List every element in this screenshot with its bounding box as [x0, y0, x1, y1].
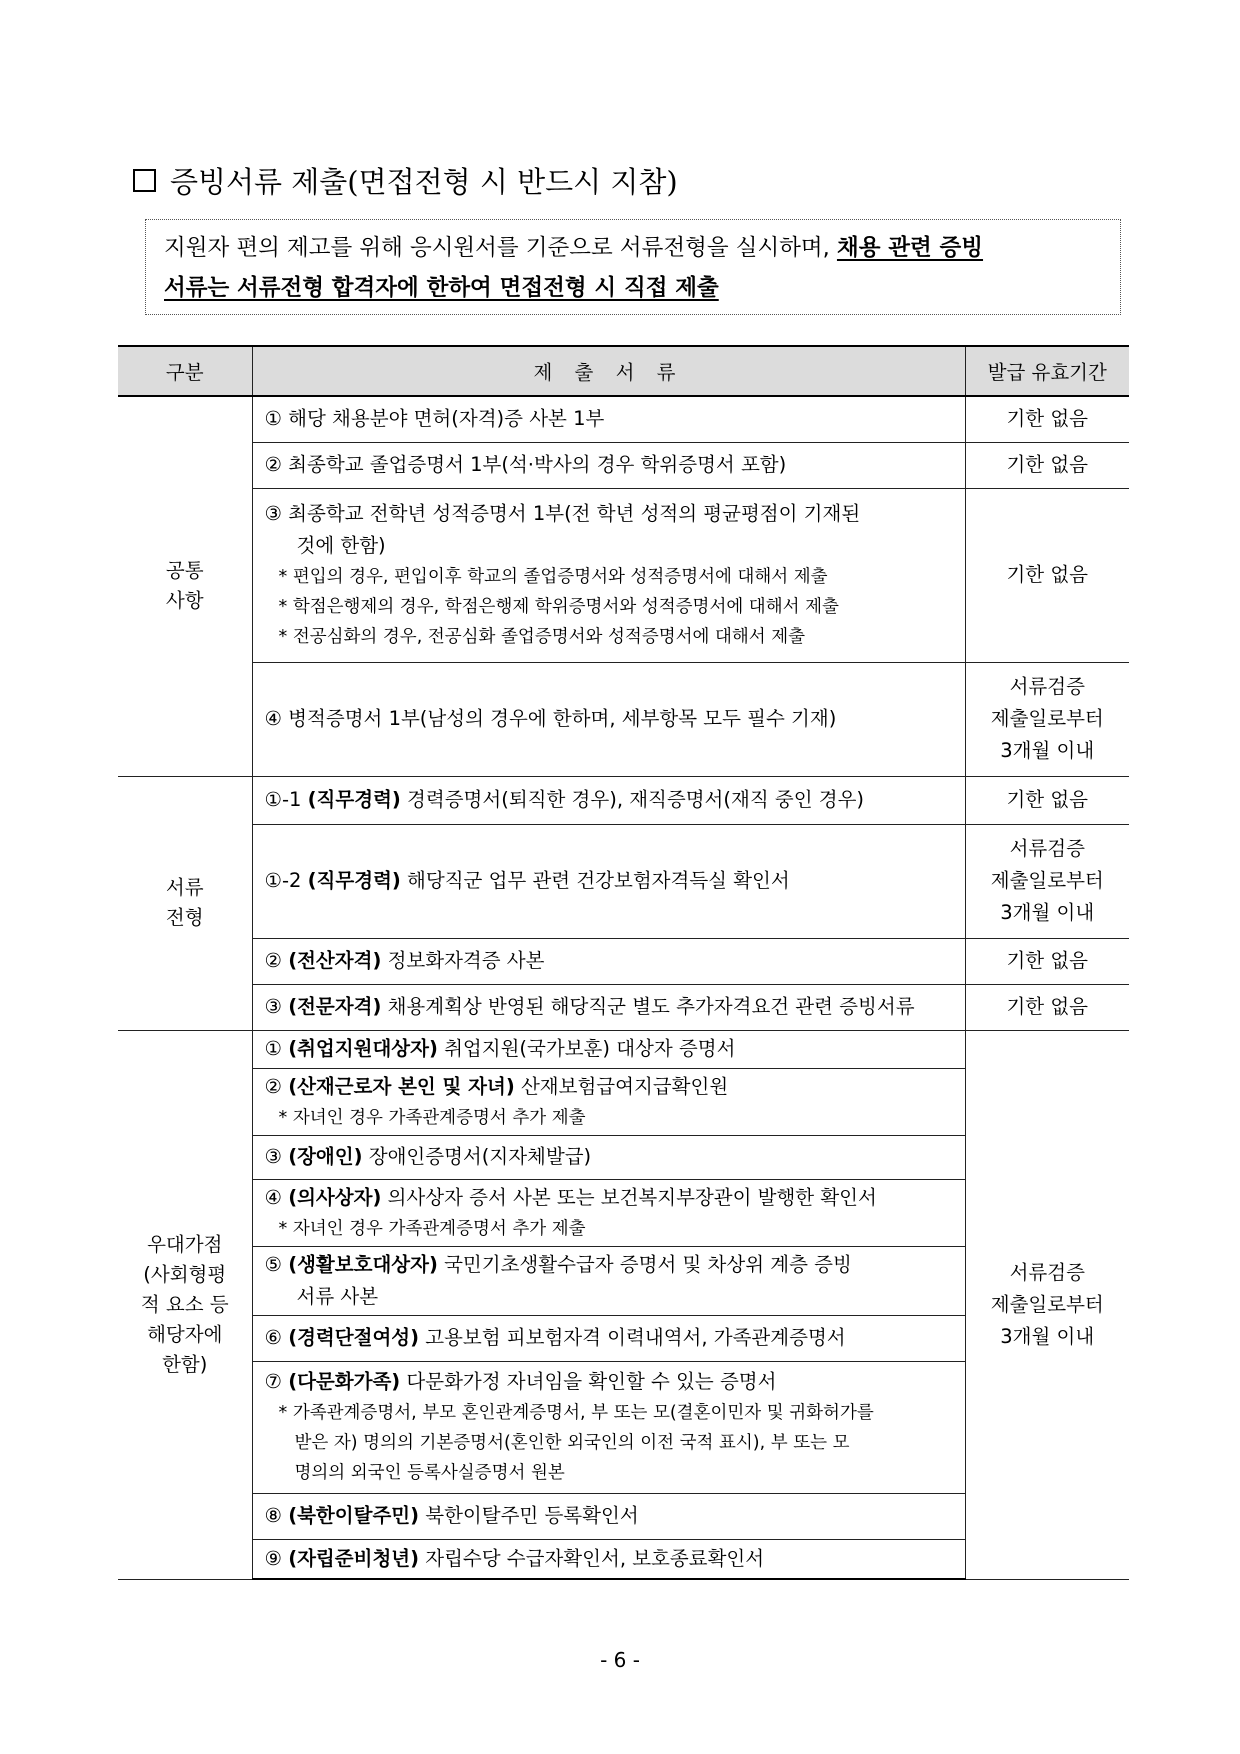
validity-cell: 기한 없음 — [965, 396, 1129, 442]
doc-cell: ⑥ (경력단절여성) 고용보험 피보험자격 이력내역서, 가족관계증명서 — [252, 1315, 965, 1361]
doc-cell: ② 최종학교 졸업증명서 1부(석·박사의 경우 학위증명서 포함) — [252, 442, 965, 488]
doc-cell: ① 해당 채용분야 면허(자격)증 사본 1부 — [252, 396, 965, 442]
table-row — [118, 984, 1129, 1030]
category-common: 공통 사항 — [118, 396, 252, 776]
note: * 학점은행제의 경우, 학점은행제 학위증명서와 성적증명서에 대해서 제출 — [278, 597, 839, 617]
doc-cell: ⑦ (다문화가족) 다문화가정 자녀임을 확인할 수 있는 증명서 * 가족관계증명서, 부모 혼인관계증명서, 부 또는 모(결혼이민자 및 귀화허가를 받은 자) 명의의 기본증명서(혼인한 외국인의 이전 국적 표시), 부 또는 모 명의의 외국인 등록사실증명서 원본 — [252, 1361, 965, 1493]
validity-cell: 기한 없음 — [965, 938, 1129, 984]
note: * 편입의 경우, 편입이후 학교의 졸업증명서와 성적증명서에 대해서 제출 — [278, 567, 828, 587]
category-screening: 서류 전형 — [118, 776, 252, 1030]
table-row — [118, 776, 1129, 824]
validity-cell: 기한 없음 — [965, 776, 1129, 824]
table-row — [118, 488, 1129, 662]
header-documents: 제 출 서 류 — [252, 346, 965, 396]
note: 받은 자) 명의의 기본증명서(혼인한 외국인의 이전 국적 표시), 부 또는 모 — [294, 1433, 850, 1453]
doc-cell: ③ (전문자격) 채용계획상 반영된 해당직군 별도 추가자격요건 관련 증빙서류 — [252, 984, 965, 1030]
header-category: 구분 — [118, 346, 252, 396]
table-row — [118, 1030, 1129, 1068]
doc-cell: ③ 최종학교 전학년 성적증명서 1부(전 학년 성적의 평균평점이 기재된 것에 한함) * 편입의 경우, 편입이후 학교의 졸업증명서와 성적증명서에 대해서 제출 * 학점은행제의 경우, 학점은행제 학위증명서와 성적증명서에 대해서 제출 * 전공심화의 경우, 전공심화 졸업증명서와 성적증명서에 대해서 제출 — [252, 488, 965, 662]
doc-cell: ①-1 (직무경력) 경력증명서(퇴직한 경우), 재직증명서(재직 중인 경우) — [252, 776, 965, 824]
category-preference: 우대가점 (사회형평 적 요소 등 해당자에 한함) — [118, 1030, 252, 1579]
note: * 자녀인 경우 가족관계증명서 추가 제출 — [278, 1218, 586, 1239]
table-row — [118, 396, 1129, 442]
table-header-row — [118, 346, 1129, 396]
doc-cell: ② (산재근로자 본인 및 자녀) 산재보험급여지급확인원 * 자녀인 경우 가족관계증명서 추가 제출 — [252, 1068, 965, 1135]
notice-box — [145, 219, 1121, 315]
table-row — [118, 662, 1129, 776]
table-row — [118, 824, 1129, 938]
note: 명의의 외국인 등록사실증명서 원본 — [294, 1463, 565, 1483]
notice-emphasis-2: 서류는 서류전형 합격자에 한하여 면접전형 시 직접 제출 — [164, 275, 719, 301]
note: * 전공심화의 경우, 전공심화 졸업증명서와 성적증명서에 대해서 제출 — [278, 627, 806, 647]
doc-cell: ① (취업지원대상자) 취업지원(국가보훈) 대상자 증명서 — [252, 1030, 965, 1068]
validity-cell: 기한 없음 — [965, 442, 1129, 488]
doc-cell: ⑧ (북한이탈주민) 북한이탈주민 등록확인서 — [252, 1493, 965, 1539]
doc-cell: ② (전산자격) 정보화자격증 사본 — [252, 938, 965, 984]
section-heading-text: 증빙서류 제출(면접전형 시 반드시 지참) — [170, 165, 678, 199]
table-row — [118, 442, 1129, 488]
notice-text: 지원자 편의 제고를 위해 응시원서를 기준으로 서류전형을 실시하며, — [164, 235, 837, 261]
table-row — [118, 938, 1129, 984]
note: * 가족관계증명서, 부모 혼인관계증명서, 부 또는 모(결혼이민자 및 귀화허가를 — [278, 1403, 874, 1423]
validity-cell: 기한 없음 — [965, 984, 1129, 1030]
documents-table — [118, 345, 1129, 1580]
note: * 자녀인 경우 가족관계증명서 추가 제출 — [278, 1107, 586, 1128]
notice-emphasis-1: 채용 관련 증빙 — [836, 235, 984, 261]
doc-cell: ⑨ (자립준비청년) 자립수당 수급자확인서, 보호종료확인서 — [252, 1539, 965, 1579]
validity-cell: 서류검증 제출일로부터 3개월 이내 — [965, 1030, 1129, 1579]
validity-cell: 기한 없음 — [965, 488, 1129, 662]
validity-cell: 서류검증 제출일로부터 3개월 이내 — [965, 662, 1129, 776]
header-validity: 발급 유효기간 — [965, 346, 1129, 396]
validity-cell: 서류검증 제출일로부터 3개월 이내 — [965, 824, 1129, 938]
doc-cell: ①-2 (직무경력) 해당직군 업무 관련 건강보험자격득실 확인서 — [252, 824, 965, 938]
checkbox-square-icon — [133, 169, 156, 192]
page-number: - 6 - — [600, 1648, 640, 1672]
doc-cell: ④ (의사상자) 의사상자 증서 사본 또는 보건복지부장관이 발행한 확인서 * 자녀인 경우 가족관계증명서 추가 제출 — [252, 1179, 965, 1246]
section-heading — [133, 160, 678, 201]
doc-cell: ④ 병적증명서 1부(남성의 경우에 한하며, 세부항목 모두 필수 기재) — [252, 662, 965, 776]
doc-cell: ⑤ (생활보호대상자) 국민기초생활수급자 증명서 및 차상위 계층 증빙 서류 사본 — [252, 1246, 965, 1315]
doc-cell: ③ (장애인) 장애인증명서(지자체발급) — [252, 1135, 965, 1179]
